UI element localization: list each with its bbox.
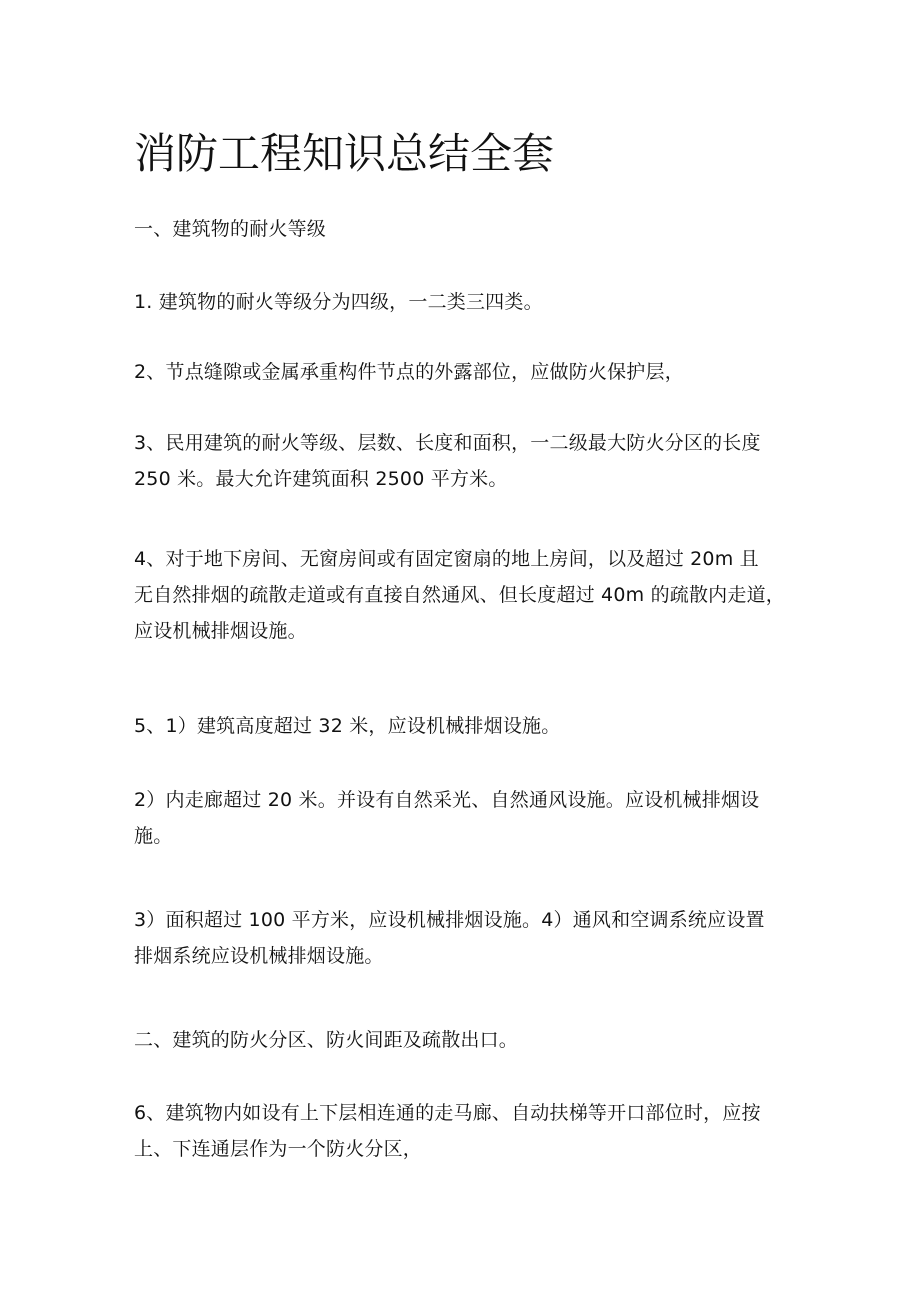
paragraph-line: 上、下连通层作为一个防火分区， — [134, 1138, 423, 1160]
paragraph-3 — [134, 425, 790, 497]
paragraph-line: 2）内走廊超过 20 米。并设有自然采光、自然通风设施。应设机械排烟设 — [134, 789, 760, 811]
paragraph-line: 二、建筑的防火分区、防火间距及疏散出口。 — [134, 1029, 519, 1051]
paragraph-1 — [134, 284, 790, 320]
paragraph-line: 5、1）建筑高度超过 32 米，应设机械排烟设施。 — [134, 715, 561, 737]
paragraph-line: 2、节点缝隙或金属承重构件节点的外露部位，应做防火保护层， — [134, 361, 684, 383]
paragraph-7 — [134, 902, 790, 974]
paragraph-line: 3）面积超过 100 平方米，应设机械排烟设施。4）通风和空调系统应设置 — [134, 909, 765, 931]
paragraph-line: 一、建筑物的耐火等级 — [134, 218, 327, 240]
document-title: 消防工程知识总结全套 — [134, 129, 555, 178]
section-heading-1 — [134, 211, 790, 247]
paragraph-line: 3、民用建筑的耐火等级、层数、长度和面积，一二级最大防火分区的长度 — [134, 432, 761, 454]
paragraph-4 — [134, 541, 790, 649]
paragraph-2 — [134, 354, 790, 390]
paragraph-line: 无自然排烟的疏散走道或有直接自然通风、但长度超过 40m 的疏散内走道， — [134, 584, 785, 606]
paragraph-line: 1. 建筑物的耐火等级分为四级，一二类三四类。 — [134, 291, 543, 313]
paragraph-line: 应设机械排烟设施。 — [134, 620, 307, 642]
paragraph-line: 施。 — [134, 825, 173, 847]
paragraph-6 — [134, 782, 790, 854]
paragraph-5 — [134, 708, 790, 744]
section-heading-2 — [134, 1022, 790, 1058]
paragraph-8 — [134, 1095, 790, 1167]
paragraph-line: 排烟系统应设机械排烟设施。 — [134, 945, 384, 967]
paragraph-line: 6、建筑物内如设有上下层相连通的走马廊、自动扶梯等开口部位时，应按 — [134, 1102, 761, 1124]
paragraph-line: 250 米。最大允许建筑面积 2500 平方米。 — [134, 468, 508, 490]
paragraph-line: 4、对于地下房间、无窗房间或有固定窗扇的地上房间，以及超过 20m 且 — [134, 548, 759, 570]
